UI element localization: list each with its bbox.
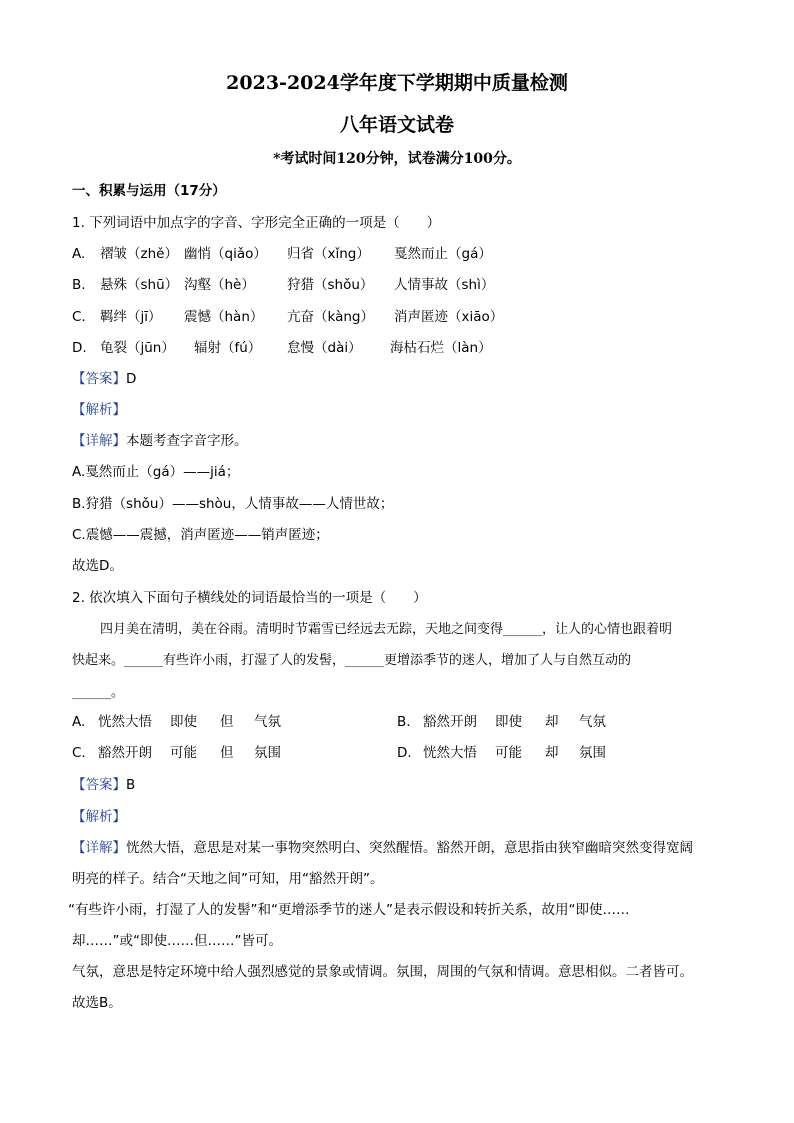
exam-note: *考试时间120分钟，试卷满分100分。 — [273, 151, 521, 167]
q2-option-letter: D. — [397, 745, 412, 761]
q2-line: “有些许小雨，打湿了人的发髻”和“更增添季节的迷人”是表示假设和转折关系，故用“即使…… — [68, 902, 630, 918]
q1-line: 故选D。 — [72, 558, 123, 574]
q2-passage-line: ______。 — [72, 685, 125, 700]
q2-option-item: 却 — [545, 714, 559, 730]
q1-option-item: 狩猎（shǒu） — [287, 277, 374, 293]
q1-analysis-tag: 【解析】 — [72, 402, 126, 418]
q2-option-item: 可能 — [495, 745, 522, 761]
q1-option-letter: B. — [72, 277, 86, 293]
q2-passage-line: 快起来。______有些许小雨，打湿了人的发髻，______更增添季节的迷人，增加了人与自然互动的 — [72, 653, 632, 668]
q1-option-item: 人情事故（shì） — [394, 277, 495, 293]
q1-option-item: 戛然而止（gá） — [394, 246, 492, 262]
q1-line: C.震憾——震撼，消声匿迹——销声匿迹； — [72, 527, 329, 543]
q2-analysis-tag: 【解析】 — [72, 809, 126, 825]
q2-option-item: 恍然大悟 — [98, 714, 152, 730]
q2-option-letter: C. — [72, 745, 86, 761]
q2-option-item: 氛围 — [254, 745, 281, 761]
q2-option-item: 但 — [220, 745, 234, 761]
q1-option-item: 消声匿迹（xiāo） — [394, 309, 504, 325]
q1-option-item: 幽悄（qiǎo） — [184, 246, 267, 262]
section-heading: 一、积累与运用（17分） — [72, 183, 226, 199]
q2-line: 却……”或“即使……但……”皆可。 — [72, 933, 282, 949]
q2-answer: 【答案】B — [72, 777, 136, 793]
q2-option-item: 豁然开朗 — [98, 745, 152, 761]
q1-option-item: 褶皱（zhě） — [100, 246, 178, 262]
q2-line: 明亮的样子。结合“天地之间”可知，用“豁然开朗”。 — [72, 871, 384, 887]
q2-passage-line: 四月美在清明，美在谷雨。清明时节霜雪已经远去无踪，天地之间变得______，让人的心情也跟着明 — [100, 622, 673, 637]
q2-stem: 2. 依次填入下面句子横线处的词语最恰当的一项是（ ） — [72, 590, 427, 606]
q2-line: 故选B。 — [72, 995, 122, 1011]
q2-option-letter: A. — [72, 714, 86, 730]
q1-detail: 【详解】本题考查字音字形。 — [72, 433, 248, 449]
q1-option-item: 震憾（hàn） — [184, 309, 264, 325]
q2-option-item: 氛围 — [579, 745, 606, 761]
q1-option-letter: C. — [72, 309, 86, 325]
q2-detail: 【详解】恍然大悟，意思是对某一事物突然明白、突然醒悟。豁然开朗，意思指由狭窄幽暗突然变得宽阔 — [72, 840, 693, 856]
q1-option-item: 辐射（fú） — [194, 340, 262, 356]
q1-stem: 1. 下列词语中加点字的字音、字形完全正确的一项是（ ） — [72, 215, 441, 231]
q1-option-item: 羁绊（jī） — [100, 309, 162, 325]
q2-line: 气氛，意思是特定环境中给人强烈感觉的景象或情调。氛围，周围的气氛和情调。意思相似。二者皆可。 — [72, 964, 693, 980]
q1-option-item: 怠慢（dài） — [287, 340, 362, 356]
q1-answer: 【答案】D — [72, 371, 137, 387]
q1-option-letter: A. — [72, 246, 86, 262]
q1-option-item: 悬殊（shū） — [100, 277, 179, 293]
q2-option-item: 气氛 — [579, 714, 606, 730]
q2-option-letter: B. — [397, 714, 411, 730]
q1-option-item: 亢奋（kàng） — [287, 309, 374, 325]
q1-option-letter: D. — [72, 340, 87, 356]
q2-option-item: 气氛 — [254, 714, 281, 730]
q2-option-item: 即使 — [495, 714, 522, 730]
q2-option-item: 豁然开朗 — [423, 714, 477, 730]
q2-option-item: 恍然大悟 — [423, 745, 477, 761]
q1-option-item: 龟裂（jūn） — [100, 340, 175, 356]
q1-option-item: 归省（xǐng） — [287, 246, 370, 262]
exam-title: 2023-2024学年度下学期期中质量检测 — [226, 72, 568, 94]
q1-line: B.狩猎（shǒu）——shòu，人情事故——人情世故； — [72, 496, 394, 512]
q2-option-item: 可能 — [170, 745, 197, 761]
q1-option-item: 海枯石烂（làn） — [390, 340, 492, 356]
q1-option-item: 沟壑（hè） — [184, 277, 255, 293]
exam-subtitle: 八年语文试卷 — [339, 114, 454, 136]
q2-option-item: 即使 — [170, 714, 197, 730]
q2-option-item: 但 — [220, 714, 234, 730]
q2-option-item: 却 — [545, 745, 559, 761]
q1-line: A.戛然而止（gá）——jiá； — [72, 464, 240, 480]
